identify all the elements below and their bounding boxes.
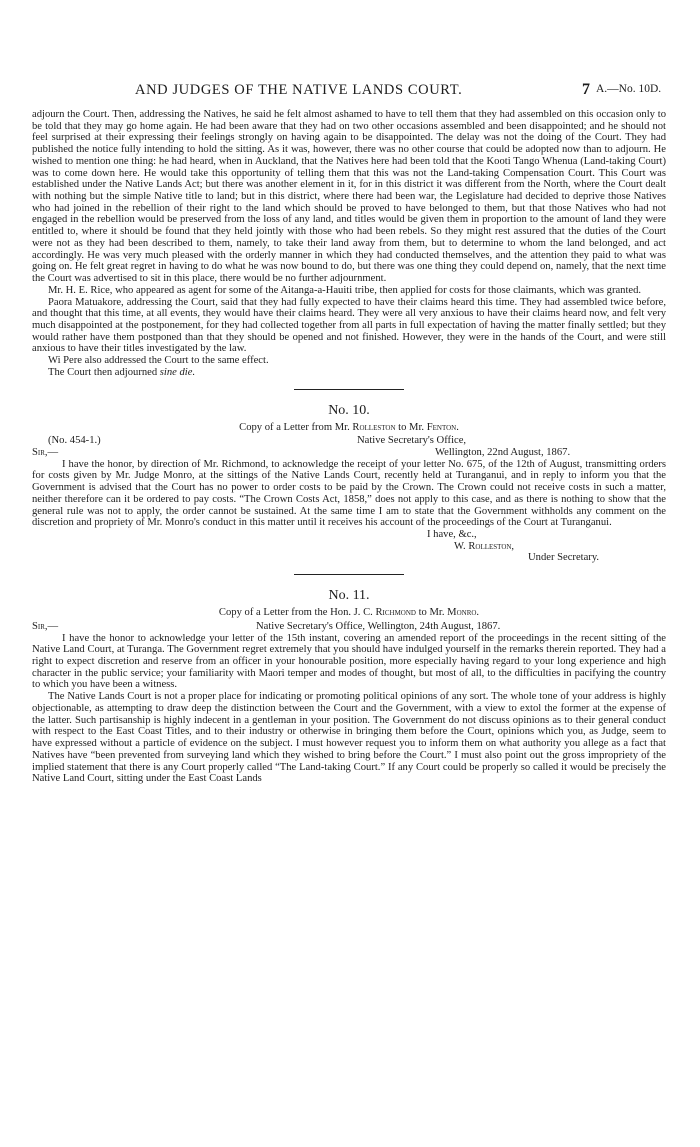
heading-text: to Mr. <box>415 607 448 619</box>
heading-text: Copy of a Letter from Mr. <box>239 421 353 433</box>
signatory-title: Under Secretary. <box>528 552 600 564</box>
letter-body: I have the honor, by direction of Mr. Richmond, to acknowledge the receipt of your letter No. 675, of the 12th of August, transmitting orders for costs given by Mr. Judge Monro, at the sittings of the Native Lands Court, recently held at Turanganui, and in reply to inform you that the Government is advised that the Court has no power to order costs to be paid by the Crown. The Crown could not receive costs in such a matter, neither therefore can it be ordered to pay costs. “The Crown Costs Act, 1858,” does not apply to this case, and as there is nothing to show that the general rule was not to apply, the order cannot be sustained. At the same time I am to state that the Government withholds any comment on the discretion and propriety of Mr. Monro's conduct in this matter until it receives his account of the proceedings of the Court at Turanganui. <box>32 458 666 529</box>
paragraph: Mr. H. E. Rice, who appeared as agent for some of the Aitanga-a-Hauiti tribe, then applied for costs for those claimants, which was granted. <box>48 284 642 296</box>
closing-line <box>32 529 666 541</box>
closing-italic: sine die. <box>159 366 196 378</box>
salutation: Sir,— <box>32 446 59 458</box>
heading-from-name: Richmond <box>375 607 416 619</box>
letter-meta-row <box>32 621 666 633</box>
letter-office: Native Secretary's Office, <box>357 435 467 447</box>
letter-body: I have the honor to acknowledge your letter of the 15th instant, covering an amended report of the proceedings in the recent sitting of the Native Land Court, at Turanga. The Government regret extremely that you should have indulged yourself in the remarks therein reported. They had a right to expect discretion and reserve from an officer in your honourable position, more especially having regard to your long experience and high character in the public service; your familiarity with Maori temper and modes of thought, but most of all, to the difficulties in pacifying the country to which you have been a witness. <box>32 632 666 691</box>
letter-heading <box>32 607 666 619</box>
heading-to-name: Fenton. <box>426 421 459 433</box>
letter-body: The Native Lands Court is not a proper place for indicating or promoting political opinions of any sort. The whole tone of your address is highly objectionable, as attempting to draw deep the distinction between the Court and the Government, with a view to extol the former at the expense of the latter. Such partisanship is highly indecent in a gentleman in your position. The Government do not discuss opinions as to their general conduct with respect to the East Coast Titles, and to their industry or otherwise in bringing them before the Court, opinions which you, as Judge, seem to have expressed without a particle of evidence on the subject. I must however request you to inform them on what authority you allege as a fact that Natives have “been prevented from surveying land which they wished to bring before the Court.” I must also point out the gross impropriety of the implied statement that there is any Court properly called “The Land-taking Court.” If any Court could be properly so called it would be precisely the Native Land Court, sitting under the East Coast Lands <box>32 691 666 785</box>
letter-heading <box>32 422 666 434</box>
closing-text: The Court then adjourned <box>48 366 160 378</box>
letter-meta-row <box>32 435 666 447</box>
heading-text: Copy of a Letter from the Hon. J. C. <box>218 607 376 619</box>
section-divider <box>294 574 404 575</box>
signature-line <box>32 541 666 553</box>
paragraph: adjourn the Court. Then, addressing the Natives, he said he felt almost ashamed to have to tell them that they had assembled on this occasion only to be told that they may go home again. He had been aware that they had on two other occasions assembled and been disappointed; and he should not feel surprised at their expressing their feelings strongly on having again to be disappointed. The delay was not the doing of the Court. They had published the notice fully intending to hold the sitting. As it was, however, there was no other course that could be adopted now than to adjourn. He wished to mention one thing: he had heard, when in Auckland, that the Natives here had been told that the Kooti Tango Whenua (Land-taking Court) was to come down here. He would take this opportunity of telling them that this was not the Land-taking Compensation Court. This Court was established under the Native Lands Act; but there was another element in it, for in this district it was different from the North, where the Court dealt with nothing but the simple Native title to land; but in this district, where there had been war, the Legislature had decided to deprive those Natives who had joined in the rebellion of their right to the land which should be proved to have belonged to them, but that those Natives who had not engaged in the rebellion would be preserved from the loss of any land, and titles would be given them in proportion to the amount of land they were entitled to, where it should be found that they held jointly with those who had been rebels. So they might rest assured that the duties of the Court were not as they had been described to them, namely, to take their land away from them, but to determine to whom the land belonged, and act accordingly. He was very much pleased with the orderly manner in which they had conducted themselves, and the attention they paid to what was going on. He felt great regret in having to do what he was now bound to do, but there was one thing they could depend on, namely, that the next time the Court was advertised to sit in this place, there would be no further adjournment. <box>32 109 666 285</box>
running-header <box>0 82 700 102</box>
closing-phrase: I have, &c., <box>427 529 477 540</box>
page-number: 7 <box>582 81 590 98</box>
letter-date: Wellington, 22nd August, 1867. <box>435 446 571 458</box>
paragraph: Paora Matuakore, addressing the Court, said that they had fully expected to have their claims heard this time. They had assembled twice before, and thought that this time, at all events, they would have their claims heard. They were all very anxious to have their claims heard now, and felt very much disappointed at the postponement, for they had collected together from all parts in full expectation of having the matter finally settled; but they would rather have them postponed than that they should be opened and not finished. However, they were in the hands of the Court, and were still anxious to have their titles investigated by the law. <box>32 296 666 355</box>
letter-number: No. 10. <box>328 402 370 418</box>
salutation: Sir,— <box>32 620 59 632</box>
paragraph: Wi Pere also addressed the Court to the same effect. <box>48 355 269 367</box>
paragraph-closing <box>32 367 666 379</box>
letter-office-date: Native Secretary's Office, Wellington, 24th August, 1867. <box>256 620 501 632</box>
heading-from-name: Rolleston <box>352 421 396 433</box>
paper-reference: A.—No. 10D. <box>596 83 662 95</box>
letter-meta-row <box>32 447 666 459</box>
title-line <box>32 552 666 564</box>
section-divider <box>294 389 404 390</box>
heading-to-name: Monro. <box>447 607 480 619</box>
page-body <box>32 109 666 785</box>
letter-ref-number: (No. 454-1.) <box>48 435 101 447</box>
letter-number: No. 11. <box>328 588 370 604</box>
heading-text: to Mr. <box>395 421 427 433</box>
signatory-name: W. Rolleston, <box>454 540 515 552</box>
running-header-title: AND JUDGES OF THE NATIVE LANDS COURT. <box>135 82 463 98</box>
